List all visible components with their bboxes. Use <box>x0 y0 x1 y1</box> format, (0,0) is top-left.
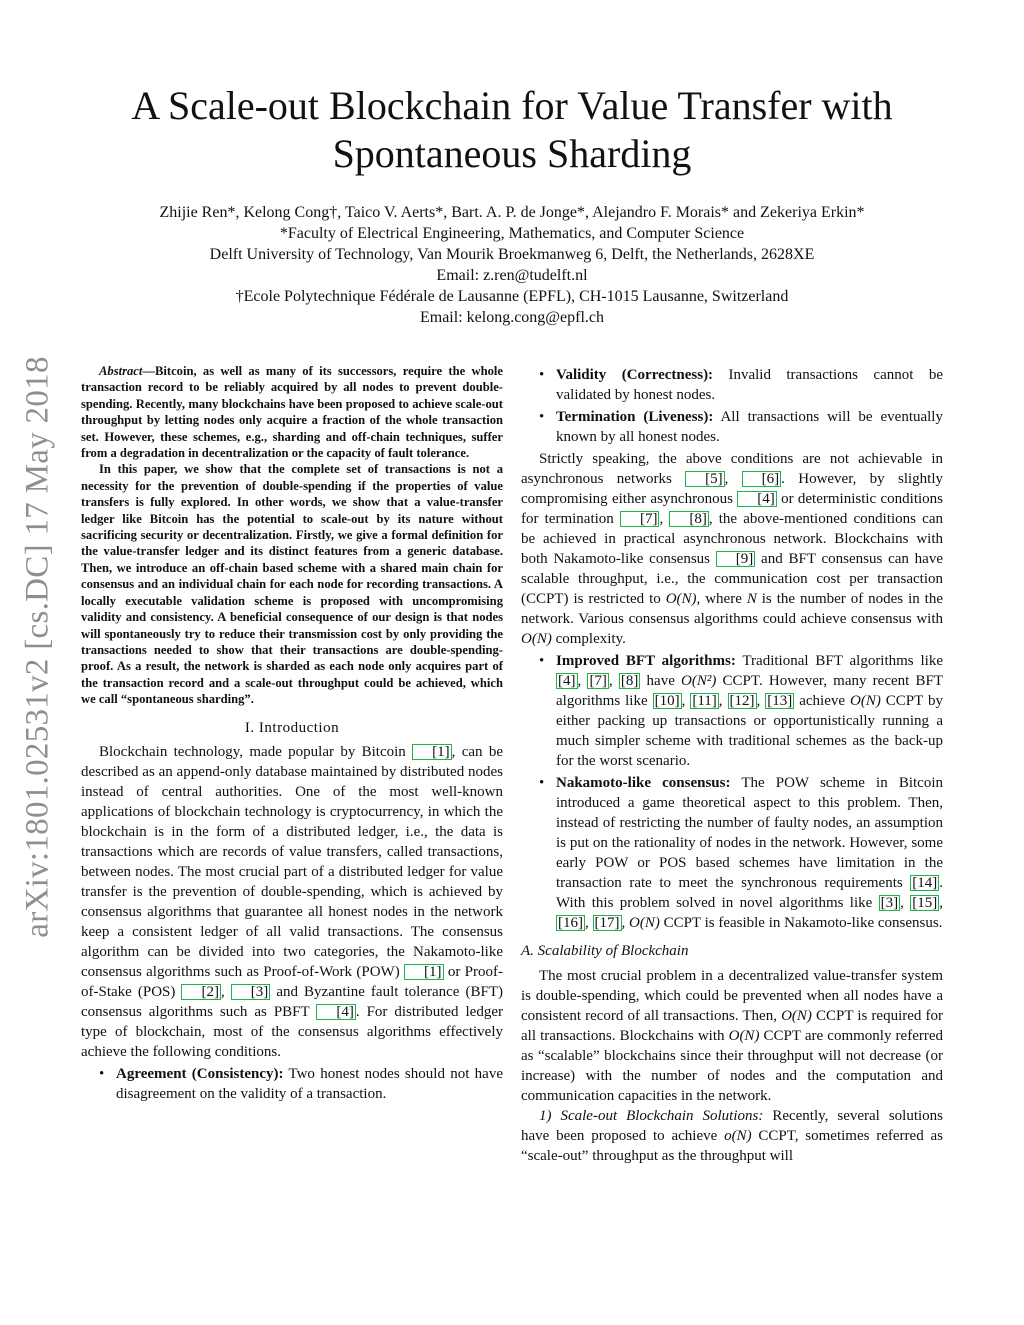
citation-link[interactable]: [10] <box>654 693 680 709</box>
math-expression: O(N) <box>781 1008 812 1024</box>
citation-link[interactable]: [8] <box>620 673 639 689</box>
math-expression: O(N) <box>728 1028 760 1044</box>
paragraph-label: 1) Scale-out Blockchain Solutions: <box>539 1108 764 1124</box>
citation-link[interactable]: [9] <box>716 551 756 567</box>
consensus-list <box>521 651 943 933</box>
list-item-nakamoto: • Nakamoto-like consensus: The POW scheme in Bitcoin introduced a game theoretical aspect to this problem. Then, instead of restricting the number of faulty nodes, an assumption is put on the rationality of nodes in the network. However, some early POW or POS based schemes have limitation in the transaction rate to meet the synchronous requirements [14] . With this problem solved in novel algorithms like [3] , [15] , [16] , [17] , O(N) CCPT is feasible in Nakamoto-like consensus. <box>521 773 943 933</box>
citation-link[interactable]: [3] <box>231 984 271 1000</box>
intro-paragraph-1: Blockchain technology, made popular by Bitcoin [1] , can be described as an append-only database maintained by distributed nodes instead of central authorities. One of the most well-known applications of blockchain technology is cryptocurrency, in which the blockchain is in the form of a distributed ledger, i.e., the data is transactions which are records of value transfers, called transactions, between nodes. The most crucial part of a distributed ledger for value transfer is the prevention of double-spending, which is achieved by consensus algorithms that guarantee all honest nodes in the network keep a consistent ledger of all valid transactions. The consensus algorithm can be divided into two categories, the Nakamoto-like consensus algorithms such as Proof-of-Work (POW) [1] or Proof-of-Stake (POS) [2] , [3] and Byzantine fault tolerance (BFT) consensus algorithms such as PBFT [4] . For distributed ledger type of blockchain, most of the consensus algorithms effectively achieve the following conditions. <box>81 743 503 1060</box>
math-expression: O(N) <box>850 693 881 709</box>
citation-link[interactable]: [2] <box>181 984 221 1000</box>
citation-link[interactable]: [14] <box>912 875 938 891</box>
affiliation-2-email: Email: kelong.cong@epfl.ch <box>419 309 604 326</box>
citation-link[interactable]: [16] <box>558 915 583 931</box>
section-heading-introduction: I. Introduction <box>244 719 340 736</box>
abstract-paragraph-1 <box>81 363 503 461</box>
abstract <box>81 363 503 708</box>
math-expression: o(N) <box>724 1128 752 1144</box>
paragraph-scale-out-solutions: 1) Scale-out Blockchain Solutions: Recently, several solutions have been proposed to achieve o(N) CCPT, sometimes referred as “scale-out” throughput as the throughput will <box>521 1108 943 1164</box>
title-line-1: A Scale-out Blockchain for Value Transfer with <box>131 83 893 128</box>
arxiv-identifier: arXiv:1801.02531v2 [cs.DC] 17 May 2018 <box>19 356 56 938</box>
abstract-paragraph-2: In this paper, we show that the complete set of transactions is not a necessity for the prevention of double-spending if the properties of value transfers is fully explored. In other words, we show that a value-transfer ledger like Bitcoin has the potential to scale-out by its nature without sacrificing security or decentralization. Firstly, we give a formal definition for the value-transfer ledger and its distinct features from a generic database. Then, we introduce an off-chain based scheme with a shared main chain for consensus and an individual chain for each node for recording transactions. A locally executable validation scheme is proposed with uncompromising validity and consistency. A beneficial consequence of our design is that nodes will spontaneously try to reduce their transmission cost by only providing the transactions needed to show that their transactions are double-spending-proof. As a result, the network is sharded as each node only acquires part of the transaction record and a scale-out throughput could be achieved, which we call “spontaneous sharding”. <box>81 462 503 707</box>
abstract-label: Abstract <box>99 364 143 378</box>
citation-link[interactable]: [4] <box>316 1004 356 1020</box>
citation-link[interactable]: [4] <box>558 673 576 689</box>
citation-link[interactable]: [17] <box>594 915 620 931</box>
citation-link[interactable]: [11] <box>692 693 717 709</box>
list-item-improved-bft: • Improved BFT algorithms: Traditional BFT algorithms like [4] , [7] , [8] have O(N²) CCPT. However, many recent BFT algorithms like [10] , [11] , [12] , [13] achieve O(N) CCPT by either packing up transactions or opportunistically running a much simpler scheme with traditional schemes as the back-up for the worst scenario. <box>521 651 943 771</box>
citation-link[interactable]: [6] <box>742 471 782 487</box>
right-column <box>521 363 943 1166</box>
paper-title <box>80 82 944 178</box>
affiliation-1: *Faculty of Electrical Engineering, Mathematics, and Computer Science <box>279 225 745 242</box>
conditions-list-left <box>81 1064 503 1104</box>
list-item-validity: • Validity (Correctness): Invalid transactions cannot be validated by honest nodes. <box>521 365 943 405</box>
author-list: Zhijie Ren*, Kelong Cong†, Taico V. Aerts*, Bart. A. P. de Jonge*, Alejandro F. Morais* and Zekeriya Erkin* <box>159 204 865 221</box>
citation-link[interactable]: [7] <box>620 511 660 527</box>
citation-link[interactable]: [1] <box>412 744 452 760</box>
title-line-2: Spontaneous Sharding <box>332 131 692 176</box>
citation-link[interactable]: [1] <box>404 964 444 980</box>
citation-link[interactable]: [3] <box>880 895 899 911</box>
citation-link[interactable]: [13] <box>767 693 793 709</box>
citation-link[interactable]: [4] <box>737 491 777 507</box>
author-block <box>60 202 964 328</box>
math-expression: O(N) <box>521 631 552 647</box>
conditions-list-right <box>521 365 943 447</box>
affiliation-1-email: Email: z.ren@tudelft.nl <box>436 267 588 284</box>
affiliation-2: †Ecole Polytechnique Fédérale de Lausanne (EPFL), CH-1015 Lausanne, Switzerland <box>235 288 789 305</box>
citation-link[interactable]: [7] <box>589 673 607 689</box>
paragraph-strictly-speaking: Strictly speaking, the above conditions are not achievable in asynchronous networks [5] , [6] . However, by slightly compromising either asynchronous [4] or deterministic conditions for termination [7] , [8] , the above-mentioned conditions can be achieved in practical asynchronous network. Blockchains with both Nakamoto-like consensus [9] and BFT consensus can have scalable throughput, i.e., the communication cost per transaction (CCPT) is restricted to O(N), where N is the number of nodes in the network. Various consensus algorithms could achieve consensus with O(N) complexity. <box>521 451 943 647</box>
subsection-heading-scalability: A. Scalability of Blockchain <box>521 943 689 959</box>
math-expression: O(N) <box>665 591 697 607</box>
left-column <box>81 363 503 1106</box>
list-item-termination: • Termination (Liveness): All transactions will be eventually known by all honest nodes. <box>521 407 943 447</box>
citation-link[interactable]: [12] <box>729 693 755 709</box>
arxiv-sidebar <box>17 342 59 952</box>
math-expression: N <box>746 591 757 607</box>
list-item-agreement: • Agreement (Consistency): Two honest nodes should not have disagreement on the validity of a transaction. <box>81 1064 503 1104</box>
citation-link[interactable]: [8] <box>669 511 709 527</box>
citation-link[interactable]: [5] <box>685 471 725 487</box>
abstract-text-1: —Bitcoin, as well as many of its successors, require the whole transaction record to be reliably acquired by all nodes to prevent double-spending. Recently, many blockchains have been proposed to achieve scale-out throughput by letting nodes only acquire a fraction of the whole transaction set. However, these schemes, e.g., sharding and off-chain techniques, suffer from a degradation in decentralization or the capacity of fault tolerance. <box>81 364 503 461</box>
math-expression: O(N) <box>629 915 660 931</box>
affiliation-1-address: Delft University of Technology, Van Mourik Broekmanweg 6, Delft, the Netherlands, 2628XE <box>209 246 815 263</box>
math-expression: O(N²) <box>681 673 717 689</box>
paragraph-scalability: The most crucial problem in a decentralized value-transfer system is double-spending, which could be prevented when all nodes have a consistent record of all transactions. Then, O(N) CCPT is required for all transactions. Blockchains with O(N) CCPT are commonly referred as “scalable” blockchains since their throughput will not decrease (or increase) with the number of nodes and the computation and communication capacities in the network. <box>521 968 943 1104</box>
citation-link[interactable]: [15] <box>912 895 938 911</box>
